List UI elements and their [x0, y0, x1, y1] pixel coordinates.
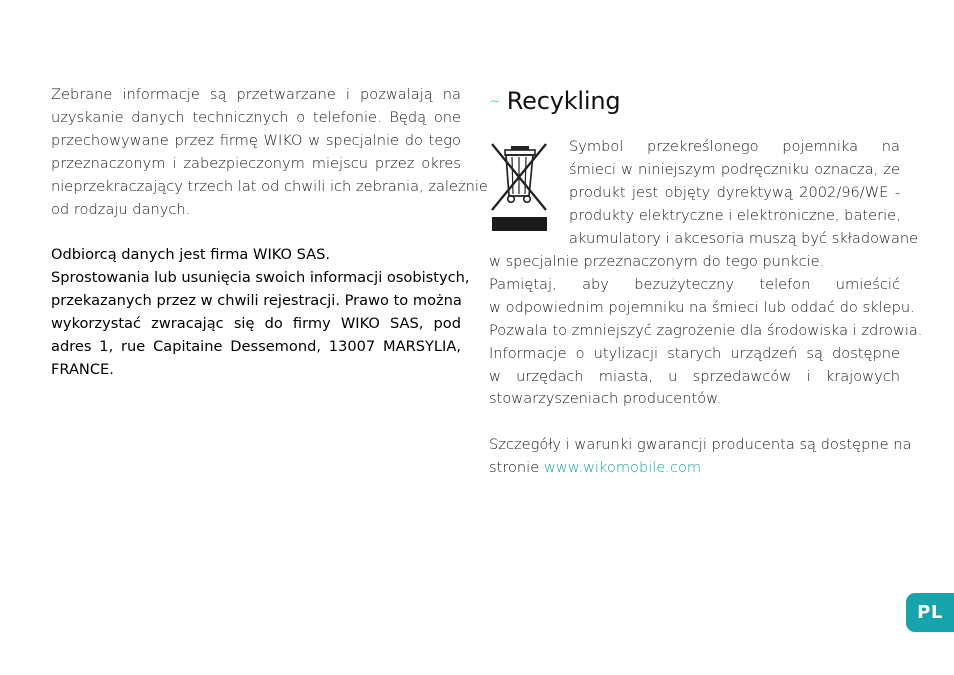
text-line: przekazanych przez w chwili rejestracji. Prawo to można	[51, 292, 462, 310]
text-line: nieprzekraczający trzech lat od chwili ich zebrania, zależnie	[51, 177, 488, 195]
text-line: FRANCE.	[51, 360, 114, 378]
text-line: przeznaczonym i zabezpieczonym miejscu przez okres	[51, 154, 461, 172]
text-line: w odpowiednim pojemniku na śmieci lub oddać do sklepu.	[489, 298, 915, 316]
text-line: adres 1, rue Capitaine Dessemond, 13007 MARSYLIA,	[51, 337, 461, 355]
text-line: Sprostowania lub usunięcia swoich informacji osobistych,	[51, 269, 470, 287]
text-line: stowarzyszeniach producentów.	[489, 390, 722, 408]
text-line: produkt jest objęty dyrektywą 2002/96/WE -	[569, 183, 900, 201]
recycling-heading-row	[489, 87, 900, 115]
disposal-paragraph	[489, 251, 923, 411]
text-line: akumulatory i akcesoria muszą być składowane	[569, 229, 919, 247]
text-line: Odbiorcą danych jest firma WIKO SAS.	[51, 246, 331, 264]
crossed-out-wheelie-bin-icon	[489, 140, 547, 232]
warranty-link-line	[489, 457, 900, 480]
data-processing-paragraph	[51, 84, 488, 221]
warranty-paragraph	[489, 434, 912, 480]
text-line: Symbol przekreślonego pojemnika na	[569, 138, 900, 155]
text-line: Szczegóły i warunki gwarancji producenta są dostępne na	[489, 436, 912, 454]
language-tab: PL	[906, 593, 954, 632]
wiko-website-link[interactable]: www.wikomobile.com	[543, 459, 702, 477]
right-column	[489, 87, 923, 480]
text-line: w urzędach miasta, u sprzedawców i krajowych	[489, 367, 900, 385]
section-title: Recykling	[506, 87, 621, 115]
text-line: Pamiętaj, aby bezużyteczny telefon umieścić	[489, 275, 900, 293]
left-column	[51, 84, 488, 382]
text-line: uzyskanie danych technicznych o telefonie. Będą one	[51, 108, 461, 126]
text-line: produkty elektryczne i elektroniczne, baterie,	[569, 206, 901, 224]
text-line: od rodzaju danych.	[51, 200, 191, 218]
recycling-symbol-text	[569, 136, 919, 251]
paragraph-gap	[489, 411, 900, 434]
text-line: Informacje o utylizacji starych urządzeń są dostępne	[489, 344, 900, 362]
text-line: śmieci w niniejszym podręczniku oznacza, że	[569, 160, 900, 178]
text-line: Zebrane informacje są przetwarzane i pozwalają na	[51, 86, 461, 103]
text-line: wykorzystać zwracając się do firmy WIKO SAS, pod	[51, 315, 461, 333]
text-line: przechowywane przez firmę WIKO w specjalnie do tego	[51, 131, 461, 149]
text-line: w specjalnie przeznaczonym do tego punkcie.	[489, 253, 825, 270]
warranty-prefix: stronie	[489, 459, 540, 477]
text-line: Pozwala to zmniejszyć zagrożenie dla środowiska i zdrowia.	[489, 321, 923, 339]
data-recipient-paragraph	[51, 244, 470, 381]
heading-tilde-marker: ~	[489, 94, 501, 110]
recycling-symbol-block	[489, 136, 919, 251]
